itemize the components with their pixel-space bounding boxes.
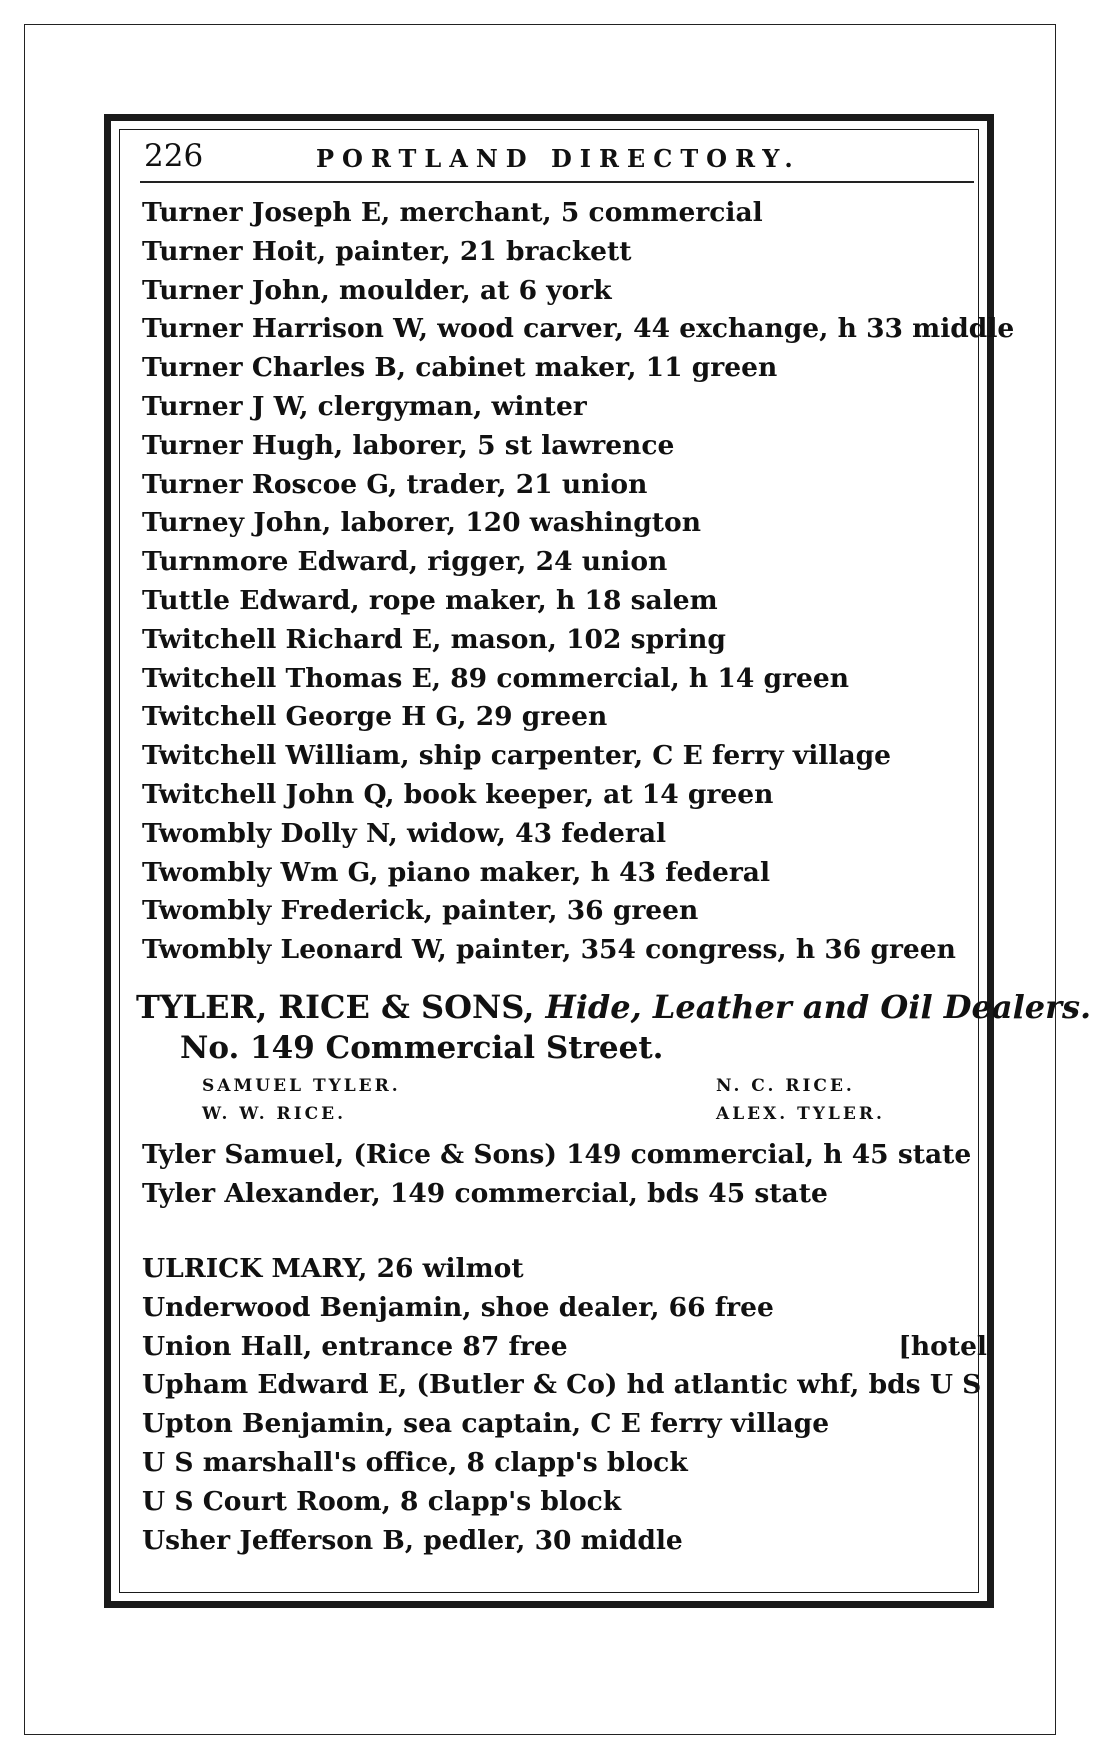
running-title: PORTLAND DIRECTORY. [316, 144, 801, 173]
list-item: Turner Charles B, cabinet maker, 11 green [142, 352, 778, 384]
list-item: Tuttle Edward, rope maker, h 18 salem [142, 584, 718, 616]
list-item: Underwood Benjamin, shoe dealer, 66 free [142, 1291, 774, 1323]
directory-entries-tyler [142, 1136, 982, 1214]
list-item: Twombly Frederick, painter, 36 green [142, 895, 699, 927]
list-item-overflow: [hotel [898, 1330, 987, 1362]
directory-entries-u [142, 1250, 987, 1560]
list-item: Twombly Leonard W, painter, 354 congress, h 36 green [142, 934, 956, 966]
header-rule [140, 181, 974, 183]
list-item [142, 1328, 987, 1367]
list-item: Twitchell George H G, 29 green [142, 701, 608, 733]
list-item: Turnmore Edward, rigger, 24 union [142, 546, 668, 578]
list-item: Tyler Samuel, (Rice & Sons) 149 commercial, h 45 state [142, 1139, 972, 1170]
list-item-text: Union Hall, entrance 87 free [142, 1330, 568, 1362]
list-item: Upton Benjamin, sea captain, C E ferry village [142, 1408, 830, 1440]
page-header [140, 134, 974, 180]
advert-headline [136, 988, 1091, 1026]
advert-partner: N. C. RICE. [716, 1076, 855, 1096]
list-item: Turner Hugh, laborer, 5 st lawrence [142, 429, 675, 461]
list-item: ULRICK MARY, 26 wilmot [142, 1253, 524, 1284]
directory-entries-t [142, 194, 1015, 970]
list-item: Turner Joseph E, merchant, 5 commercial [142, 197, 763, 228]
advert-trade: Hide, Leather and Oil Dealers. [545, 988, 1092, 1026]
advert-address: No. 149 Commercial Street. [180, 1030, 664, 1066]
list-item: U S Court Room, 8 clapp's block [142, 1485, 622, 1517]
list-item: Twitchell Richard E, mason, 102 spring [142, 623, 726, 655]
advert-partner: W. W. RICE. [202, 1104, 347, 1124]
list-item: Twitchell John Q, book keeper, at 14 green [142, 778, 774, 810]
list-item: Twombly Dolly N, widow, 43 federal [142, 817, 667, 849]
list-item: Upham Edward E, (Butler & Co) hd atlantic whf, bds U S [142, 1369, 982, 1401]
list-item: Twitchell Thomas E, 89 commercial, h 14 green [142, 662, 849, 694]
list-item: Usher Jefferson B, pedler, 30 middle [142, 1524, 683, 1556]
list-item: U S marshall's office, 8 clapp's block [142, 1446, 688, 1478]
list-item: Turner John, moulder, at 6 york [142, 274, 612, 306]
list-item: Twombly Wm G, piano maker, h 43 federal [142, 856, 771, 888]
tyler-rice-advertisement [136, 988, 1092, 1128]
advert-partner: ALEX. TYLER. [716, 1104, 885, 1124]
list-item: Tyler Alexander, 149 commercial, bds 45 state [142, 1177, 828, 1209]
list-item: Turner Harrison W, wood carver, 44 exchange, h 33 middle [142, 313, 1015, 345]
list-item: Turney John, laborer, 120 washington [142, 507, 701, 539]
page-number: 226 [144, 138, 204, 174]
advert-partner: SAMUEL TYLER. [202, 1076, 401, 1096]
list-item: Turner J W, clergyman, winter [142, 390, 587, 422]
list-item: Turner Hoit, painter, 21 brackett [142, 235, 632, 267]
list-item: Twitchell William, ship carpenter, C E ferry village [142, 740, 892, 772]
advert-firm: TYLER, RICE & SONS, [136, 988, 535, 1026]
list-item: Turner Roscoe G, trader, 21 union [142, 468, 648, 500]
